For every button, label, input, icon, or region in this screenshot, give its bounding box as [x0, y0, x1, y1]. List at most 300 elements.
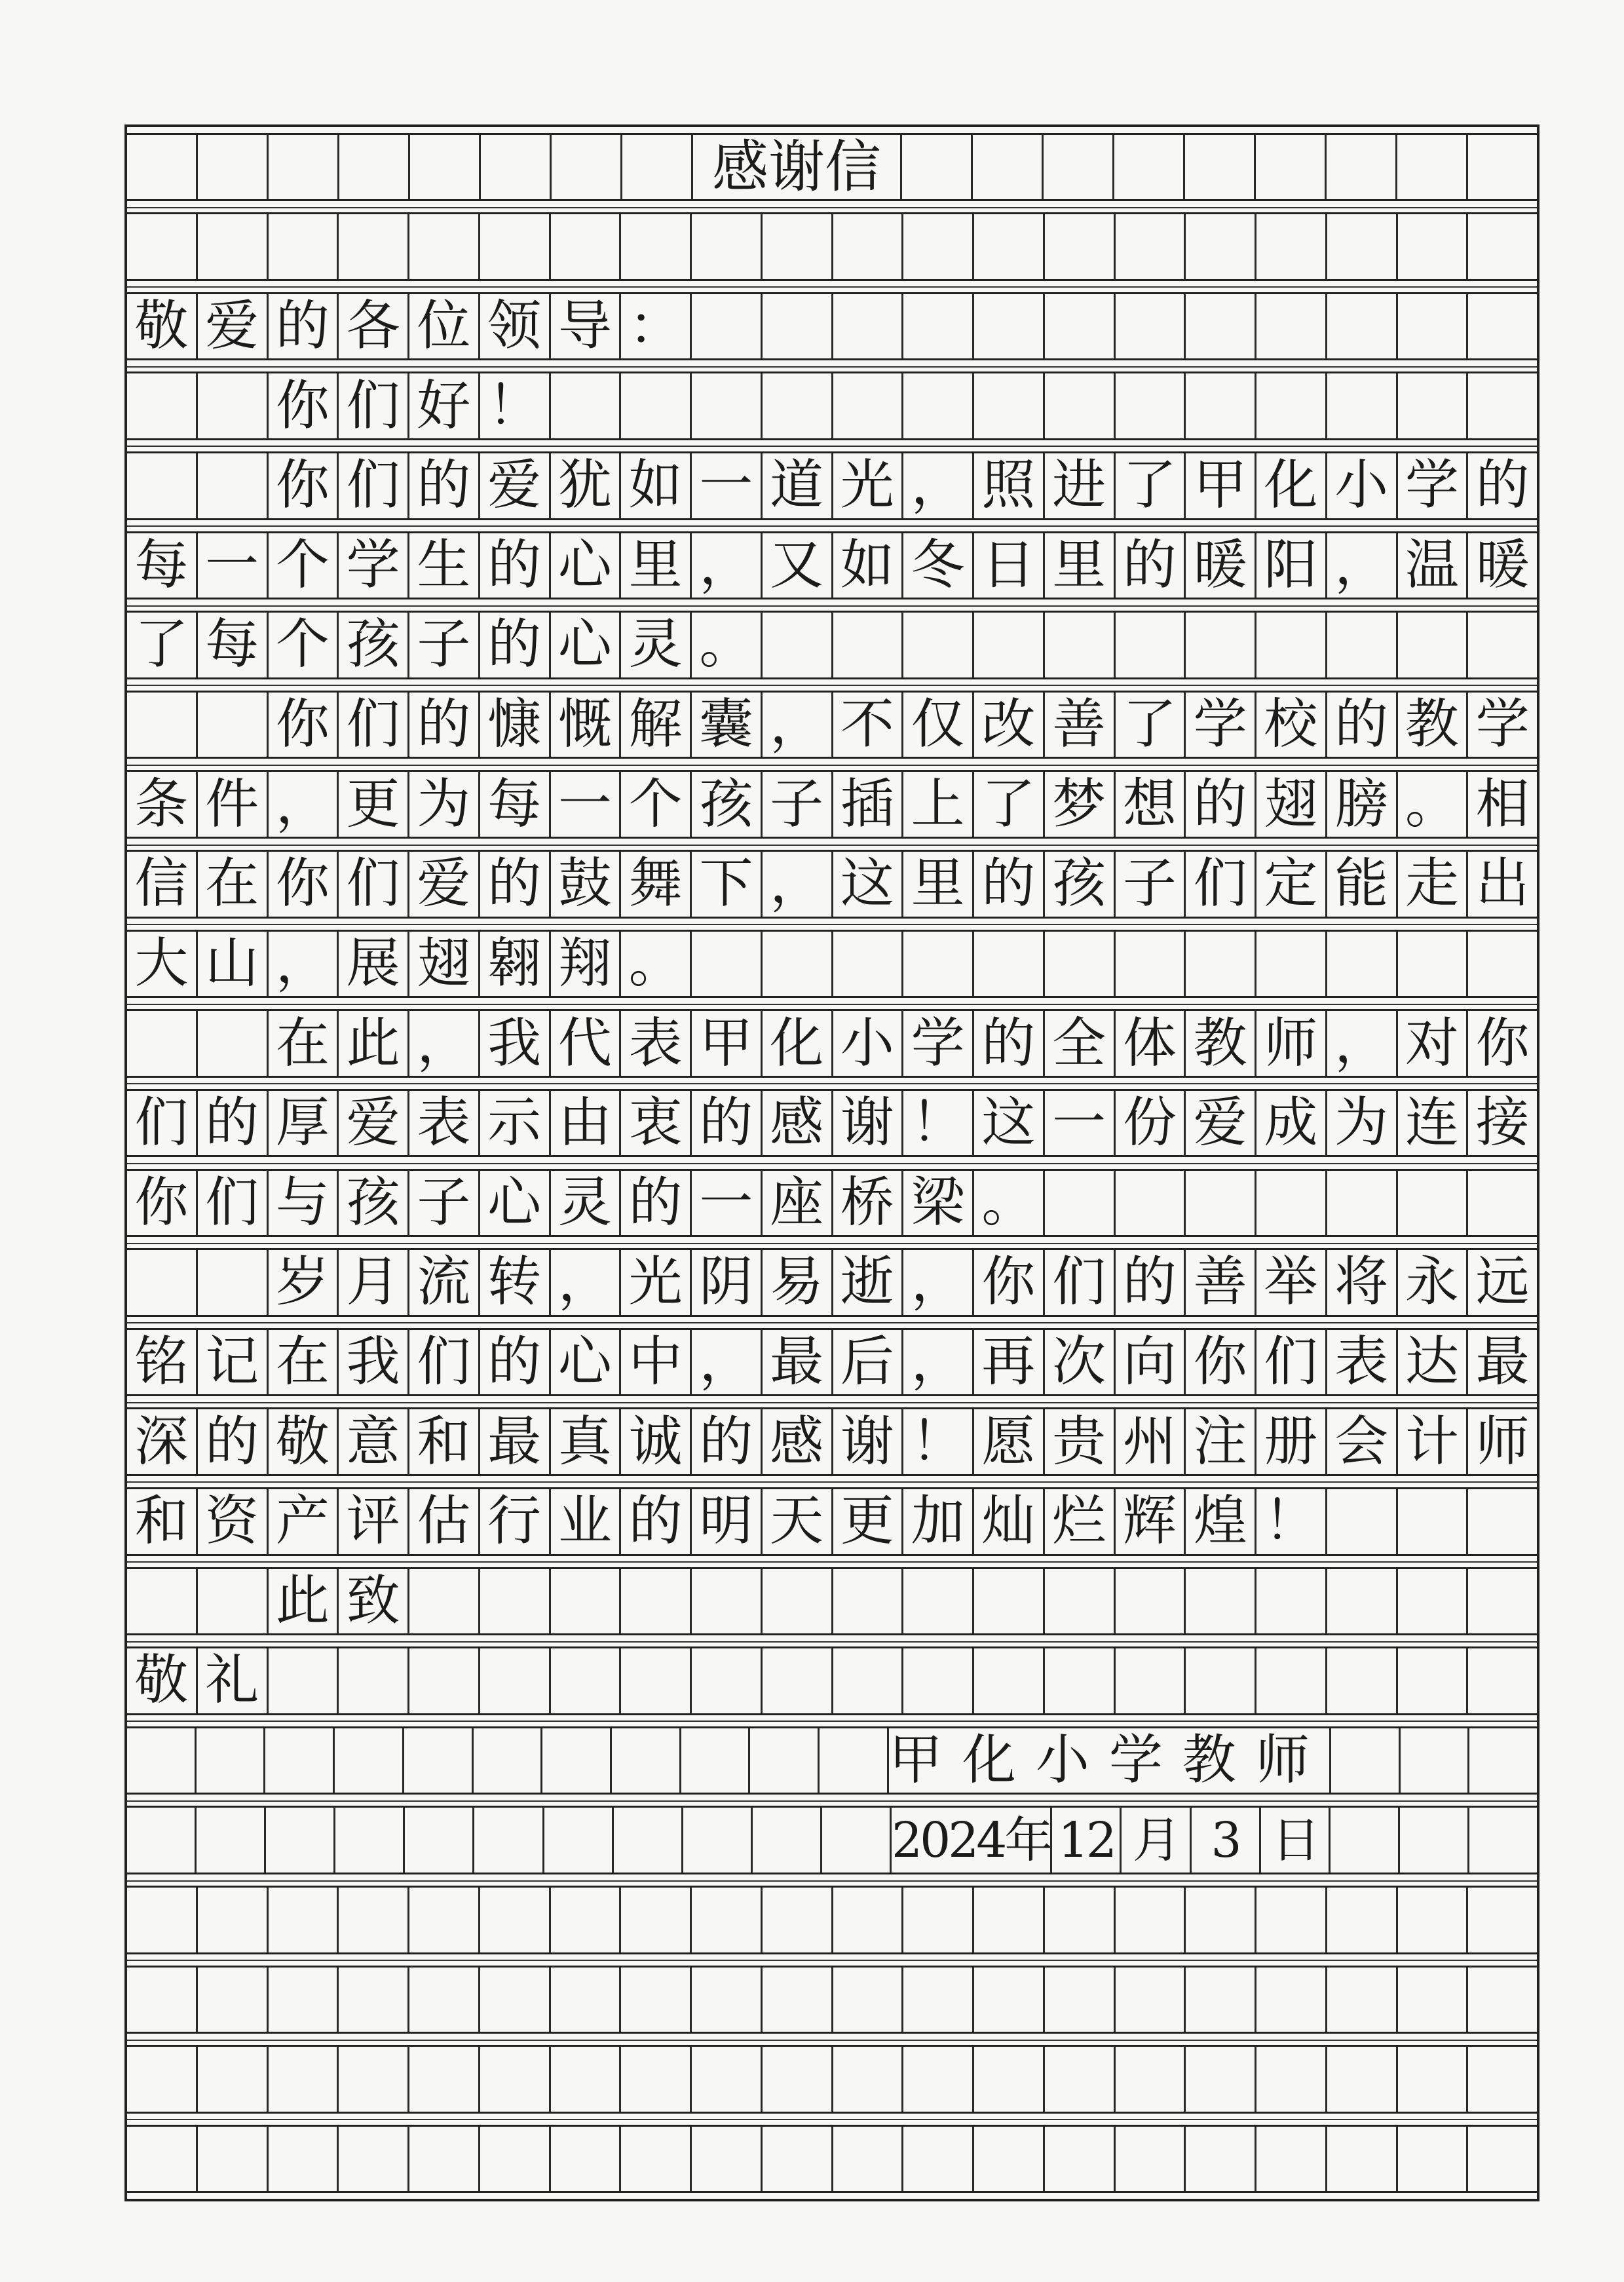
grid-cell — [339, 613, 409, 677]
letter-char: 的 — [1475, 454, 1530, 517]
letter-char: 烂 — [1052, 1490, 1106, 1553]
grid-cell — [1045, 852, 1116, 917]
letter-char: 领 — [487, 295, 542, 358]
grid-cell — [1045, 613, 1116, 677]
grid-cell — [750, 1728, 820, 1793]
letter-char: 翱 — [487, 932, 542, 995]
grid-cell — [1469, 1728, 1537, 1793]
grid-cell — [127, 1569, 198, 1634]
grid-cell — [335, 1728, 404, 1793]
grid-cell — [833, 1330, 904, 1395]
grid-cell — [1327, 1091, 1398, 1156]
grid-cell — [127, 2127, 198, 2192]
letter-char: 向 — [1122, 1331, 1177, 1394]
grid-cell — [1045, 1011, 1116, 1076]
row-separator — [127, 845, 1537, 846]
grid-cell — [692, 214, 763, 279]
letter-char: 最 — [770, 1331, 824, 1394]
grid-cell — [621, 932, 692, 997]
grid-cell — [621, 1968, 692, 2032]
grid-cell — [763, 1648, 833, 1713]
grid-cell — [339, 772, 409, 837]
letter-char: 师 — [1264, 1012, 1318, 1074]
letter-char: 日 — [981, 533, 1036, 596]
grid-cell — [198, 2127, 269, 2192]
grid-row — [127, 1487, 1537, 1556]
letter-char: 个 — [275, 613, 330, 676]
grid-row — [127, 850, 1537, 919]
letter-char: 又 — [770, 533, 824, 596]
letter-char: 囊 — [699, 693, 753, 756]
letter-char: 光 — [628, 1251, 683, 1314]
date-part: 12 — [1057, 1812, 1114, 1869]
grid-cell — [1186, 693, 1256, 757]
grid-cell — [1186, 1648, 1256, 1713]
grid-cell — [763, 932, 833, 997]
grid-cell — [409, 2047, 480, 2112]
grid-cell — [198, 772, 269, 837]
grid-cell — [903, 214, 974, 279]
grid-cell — [551, 1888, 622, 1952]
letter-char: 教 — [1193, 1012, 1247, 1074]
letter-char: 小 — [840, 1012, 894, 1074]
grid-cell — [974, 1330, 1045, 1395]
grid-cell — [127, 2047, 198, 2112]
letter-char: ， — [1334, 1012, 1389, 1074]
grid-cell — [833, 373, 904, 438]
letter-char: 定 — [1264, 852, 1318, 915]
grid-cell — [903, 1091, 974, 1156]
grid-cell — [621, 533, 692, 598]
date-part: 3 — [1211, 1812, 1239, 1869]
letter-char: 了 — [134, 613, 189, 676]
grid-cell — [903, 2127, 974, 2192]
letter-char: 甲 — [699, 1012, 753, 1074]
row-separator — [127, 1641, 1537, 1643]
letter-char: 致 — [346, 1569, 400, 1632]
grid-cell — [621, 1409, 692, 1474]
grid-cell — [480, 613, 551, 677]
grid-cell — [1398, 2047, 1469, 2112]
grid-cell — [197, 1728, 266, 1793]
grid-cell — [409, 1091, 480, 1156]
letter-char: 再 — [981, 1331, 1036, 1394]
grid-cell — [974, 533, 1045, 598]
grid-cell — [198, 1091, 269, 1156]
grid-row — [127, 451, 1537, 520]
grid-cell — [833, 1968, 904, 2032]
grid-cell — [1186, 772, 1256, 837]
letter-char: 的 — [981, 852, 1036, 915]
grid-cell — [409, 1330, 480, 1395]
letter-char: 远 — [1475, 1251, 1530, 1314]
letter-char: 子 — [1122, 852, 1177, 915]
grid-row — [127, 1806, 1537, 1874]
grid-cell — [1045, 1171, 1116, 1236]
grid-cell — [1045, 1888, 1116, 1952]
letter-char: 辉 — [1122, 1490, 1177, 1553]
grid-cell — [127, 772, 198, 837]
grid-row — [127, 1169, 1537, 1238]
letter-char: 感 — [770, 1410, 824, 1473]
letter-char: 化 — [770, 1012, 824, 1074]
grid-cell — [763, 2127, 833, 2192]
grid-cell — [1398, 1250, 1469, 1315]
grid-cell — [1116, 932, 1186, 997]
grid-cell — [1256, 1968, 1327, 2032]
letter-char: 们 — [346, 454, 400, 517]
letter-char: 梦 — [1052, 772, 1106, 835]
letter-char: 子 — [770, 772, 824, 835]
letter-char: ， — [275, 772, 330, 835]
letter-char: ！ — [1264, 1490, 1318, 1553]
grid-cell — [833, 1011, 904, 1076]
grid-cell — [127, 533, 198, 598]
grid-cell — [1256, 852, 1327, 917]
grid-row — [127, 133, 1537, 202]
grid-cell — [622, 135, 693, 200]
grid-cell — [551, 1171, 622, 1236]
letter-char: 各 — [346, 295, 400, 358]
grid-cell — [1398, 1968, 1469, 2032]
grid-cell — [1116, 533, 1186, 598]
letter-char: 们 — [346, 693, 400, 756]
grid-cell — [1327, 1011, 1398, 1076]
grid-cell — [198, 1330, 269, 1395]
row-separator — [127, 446, 1537, 447]
grid-cell — [127, 135, 198, 200]
letter-char: 们 — [346, 852, 400, 915]
grid-cell — [1398, 214, 1469, 279]
grid-row — [127, 1646, 1537, 1715]
letter-char: 出 — [1475, 852, 1530, 915]
grid-cell — [1468, 1409, 1537, 1474]
grid-cell — [1186, 1489, 1256, 1554]
letter-char: 暖 — [1475, 533, 1530, 596]
letter-char: 子 — [417, 1171, 471, 1234]
letter-char: 深 — [134, 1410, 189, 1473]
row-separator — [127, 1721, 1537, 1722]
letter-char: 暖 — [1193, 533, 1247, 596]
grid-cell — [1256, 1171, 1327, 1236]
grid-cell — [1116, 294, 1186, 359]
grid-cell — [1116, 453, 1186, 518]
grid-cell — [1045, 772, 1116, 837]
grid-cell — [1256, 1091, 1327, 1156]
grid-cell — [198, 1171, 269, 1236]
letter-char: 的 — [1334, 693, 1389, 756]
grid-cell — [1468, 1648, 1537, 1713]
grid-cell — [1114, 135, 1185, 200]
letter-char: 谢 — [840, 1410, 894, 1473]
grid-cell — [1468, 533, 1537, 598]
letter-char: 化 — [1264, 454, 1318, 517]
letter-char: 个 — [275, 533, 330, 596]
grid-cell — [1186, 1330, 1256, 1395]
letter-char: 仅 — [911, 693, 965, 756]
grid-cell — [269, 135, 339, 200]
grid-cell — [974, 932, 1045, 997]
letter-char: 这 — [981, 1092, 1036, 1154]
grid-cell — [763, 1888, 833, 1952]
grid-cell — [1398, 1011, 1469, 1076]
letter-char: ， — [699, 533, 753, 596]
letter-char: 谢 — [840, 1092, 894, 1154]
letter-char: 册 — [1264, 1410, 1318, 1473]
letter-char: 对 — [1405, 1012, 1459, 1074]
grid-cell — [903, 1888, 974, 1952]
grid-cell — [1045, 533, 1116, 598]
letter-sheet — [124, 124, 1539, 2201]
letter-char: 这 — [840, 852, 894, 915]
grid-cell — [1186, 1888, 1256, 1952]
grid-cell — [974, 1888, 1045, 1952]
grid-row — [127, 1726, 1537, 1795]
grid-cell — [1116, 1171, 1186, 1236]
letter-char: 示 — [487, 1092, 542, 1154]
grid-cell — [621, 214, 692, 279]
grid-cell — [1398, 1569, 1469, 1634]
letter-char: 走 — [1405, 852, 1459, 915]
grid-cell — [621, 2047, 692, 2112]
grid-cell — [1045, 373, 1116, 438]
grid-cell — [552, 135, 622, 200]
grid-cell — [198, 693, 269, 757]
grid-cell — [551, 1091, 622, 1156]
grid-cell — [1186, 1968, 1256, 2032]
letter-char: 永 — [1405, 1251, 1459, 1314]
letter-char: 你 — [275, 693, 330, 756]
grid-cell — [480, 1171, 551, 1236]
grid-cell — [903, 1569, 974, 1634]
grid-cell — [1186, 1171, 1256, 1236]
grid-cell — [409, 852, 480, 917]
grid-cell — [198, 1489, 269, 1554]
letter-char: 礼 — [205, 1649, 259, 1712]
letter-char: 道 — [770, 454, 824, 517]
letter-char: 们 — [346, 374, 400, 437]
letter-char: 州 — [1122, 1410, 1177, 1473]
letter-char: ， — [911, 1251, 965, 1314]
grid-cell — [1045, 1409, 1116, 1474]
grid-cell — [692, 2047, 763, 2112]
grid-cell — [974, 214, 1045, 279]
grid-cell — [621, 294, 692, 359]
date-part: 日 — [1272, 1812, 1318, 1869]
grid-cell — [1186, 453, 1256, 518]
grid-cell — [269, 932, 339, 997]
grid-cell — [621, 1171, 692, 1236]
grid-cell — [1045, 2047, 1116, 2112]
letter-char: 导 — [557, 295, 612, 358]
grid-cell — [753, 1808, 822, 1873]
grid-cell — [1256, 1409, 1327, 1474]
grid-row — [127, 1886, 1537, 1954]
letter-char: 岁 — [275, 1251, 330, 1314]
letter-char: 代 — [557, 1012, 612, 1074]
letter-char: 一 — [205, 533, 259, 596]
grid-cell — [269, 2127, 339, 2192]
grid-cell — [621, 1569, 692, 1634]
grid-cell — [1116, 1888, 1186, 1952]
letter-char: 的 — [487, 533, 542, 596]
grid-cell — [1045, 1091, 1116, 1156]
grid-cell — [1122, 1808, 1191, 1873]
letter-char: 光 — [840, 454, 894, 517]
grid-cell — [1186, 373, 1256, 438]
grid-cell — [409, 453, 480, 518]
letter-char: 行 — [487, 1490, 542, 1553]
letter-char: 信 — [134, 852, 189, 915]
grid-cell — [1398, 1091, 1469, 1156]
grid-cell — [833, 1648, 904, 1713]
grid-cell — [763, 1489, 833, 1554]
letter-char: 展 — [346, 932, 400, 995]
grid-cell — [1045, 1569, 1116, 1634]
letter-char: 孩 — [346, 613, 400, 676]
grid-cell — [409, 1409, 480, 1474]
grid-cell — [1045, 1648, 1116, 1713]
letter-char: 你 — [1193, 1331, 1247, 1394]
letter-char: 我 — [487, 1012, 542, 1074]
grid-cell — [1398, 453, 1469, 518]
row-separator — [127, 765, 1537, 766]
letter-char: 心 — [557, 533, 612, 596]
grid-cell — [1468, 1888, 1537, 1952]
letter-char: 想 — [1122, 772, 1177, 835]
letter-char: 逝 — [840, 1251, 894, 1314]
letter-char: 了 — [981, 772, 1036, 835]
grid-cell — [1186, 533, 1256, 598]
letter-char: 记 — [205, 1331, 259, 1394]
grid-cell — [409, 373, 480, 438]
letter-char: 感 — [770, 1092, 824, 1154]
grid-row — [127, 611, 1537, 679]
grid-row — [127, 1328, 1537, 1397]
grid-cell — [480, 294, 551, 359]
grid-cell — [269, 1569, 339, 1634]
grid-cell — [833, 214, 904, 279]
grid-cell — [1468, 772, 1537, 837]
grid-cell — [1327, 453, 1398, 518]
grid-cell — [1397, 135, 1468, 200]
grid-cell — [269, 1888, 339, 1952]
letter-char: 一 — [557, 772, 612, 835]
grid-cell — [1186, 1569, 1256, 1634]
grid-cell — [544, 1808, 614, 1873]
grid-cell — [1186, 1091, 1256, 1156]
grid-cell — [903, 294, 974, 359]
letter-char: 山 — [205, 932, 259, 995]
grid-cell — [265, 1728, 335, 1793]
grid-cell — [903, 693, 974, 757]
grid-cell — [1398, 1489, 1469, 1554]
grid-cell — [974, 1250, 1045, 1315]
grid-cell — [833, 1409, 904, 1474]
letter-char: 善 — [1052, 693, 1106, 756]
letter-char: 甲 — [1193, 454, 1247, 517]
grid-cell — [480, 1489, 551, 1554]
grid-cell — [1186, 214, 1256, 279]
grid-cell — [480, 693, 551, 757]
letter-char: 心 — [557, 613, 612, 676]
letter-char: 鼓 — [557, 852, 612, 915]
grid-cell — [692, 1648, 763, 1713]
grid-cell — [833, 932, 904, 997]
grid-cell — [1327, 1171, 1398, 1236]
grid-cell — [474, 1808, 544, 1873]
grid-cell — [127, 1171, 198, 1236]
grid-cell — [621, 453, 692, 518]
grid-row — [127, 770, 1537, 839]
grid-cell — [1398, 772, 1469, 837]
grid-cell — [480, 932, 551, 997]
grid-cell — [903, 453, 974, 518]
grid-cell — [481, 135, 552, 200]
grid-cell — [763, 1409, 833, 1474]
grid-cell — [1400, 1808, 1469, 1873]
letter-char: 将 — [1334, 1251, 1389, 1314]
grid-cell — [1468, 135, 1537, 200]
letter-char: 成 — [1264, 1092, 1318, 1154]
grid-cell — [198, 1569, 269, 1634]
letter-char: 你 — [134, 1171, 189, 1234]
grid-cell — [1468, 1489, 1537, 1554]
grid-cell — [1256, 1888, 1327, 1952]
grid-cell — [1327, 852, 1398, 917]
letter-char: ： — [628, 295, 683, 358]
grid-cell — [198, 1968, 269, 2032]
letter-char: 每 — [134, 533, 189, 596]
grid-cell — [198, 932, 269, 997]
grid-cell — [1256, 932, 1327, 997]
grid-cell — [1327, 1968, 1398, 2032]
letter-char: 心 — [557, 1331, 612, 1394]
letter-title: 感谢信 — [711, 134, 881, 200]
grid-cell — [833, 693, 904, 757]
grid-cell — [903, 2047, 974, 2112]
letter-char: 条 — [134, 772, 189, 835]
grid-cell — [974, 1569, 1045, 1634]
grid-cell — [763, 214, 833, 279]
grid-cell — [551, 613, 622, 677]
letter-char: 在 — [275, 1012, 330, 1074]
grid-cell — [833, 772, 904, 837]
grid-cell — [127, 294, 198, 359]
grid-row — [127, 930, 1537, 998]
letter-char: 里 — [911, 852, 965, 915]
letter-char: 真 — [557, 1410, 612, 1473]
grid-cell — [1398, 693, 1469, 757]
grid-cell — [1327, 693, 1398, 757]
letter-char: 上 — [911, 772, 965, 835]
grid-cell — [1045, 214, 1116, 279]
letter-char: 大 — [134, 932, 189, 995]
grid-cell — [1052, 1808, 1122, 1873]
row-separator — [127, 1561, 1537, 1563]
grid-cell — [692, 1968, 763, 2032]
letter-char: 照 — [981, 454, 1036, 517]
grid-cell — [551, 453, 622, 518]
grid-cell — [1468, 1171, 1537, 1236]
letter-char: 。 — [981, 1171, 1036, 1234]
grid-cell — [692, 533, 763, 598]
grid-cell — [1327, 1250, 1398, 1315]
letter-char: 估 — [417, 1490, 471, 1553]
row-separator — [127, 366, 1537, 368]
grid-cell — [339, 852, 409, 917]
grid-cell — [127, 1968, 198, 2032]
